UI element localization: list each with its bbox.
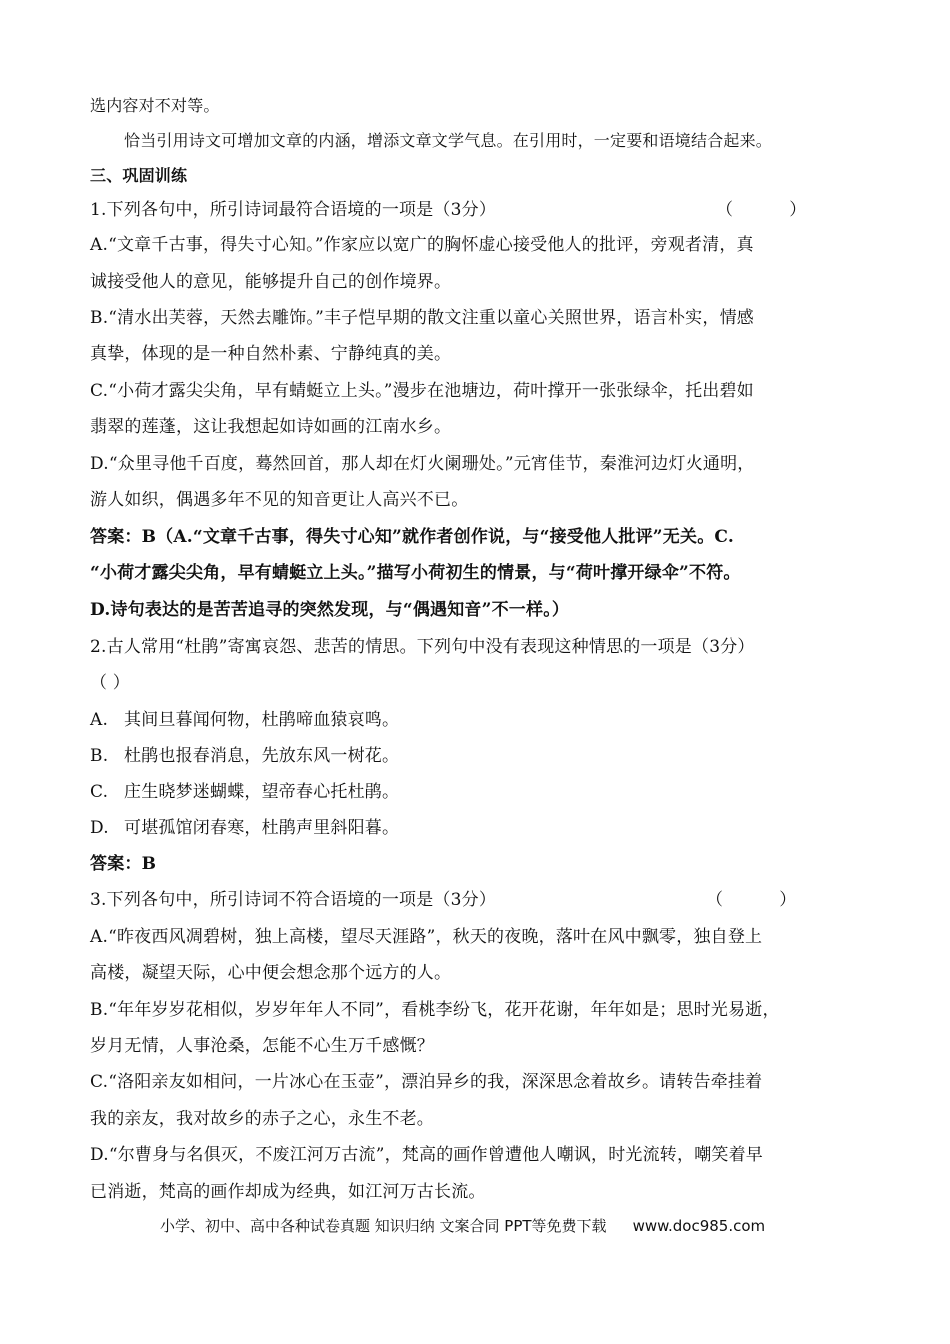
q3-stem: 3.下列各句中，所引诗词不符合语境的一项是（3分） (90, 890, 497, 910)
q3-option-a-line-2: 高楼，凝望天际，心中便会想念那个远方的人。 (90, 963, 452, 983)
q1-option-b-line-2: 真挚，体现的是一种自然朴素、宁静纯真的美。 (90, 344, 452, 364)
q2-answer-blank: （ ） (90, 673, 131, 693)
q3-option-d-line-2: 已消逝，梵高的画作却成为经典，如江河万古长流。 (90, 1182, 486, 1202)
q1-option-b-line-1: B.“清水出芙蓉，天然去雕饰。”丰子恺早期的散文注重以童心关照世界，语言朴实，情感 (90, 308, 754, 328)
q3-option-b-line-1: B.“年年岁岁花相似，岁岁年年人不同”，看桃李纷飞，花开花谢，年年如是；思时光易逝， (90, 1000, 780, 1020)
q1-option-c-line-2: 翡翠的莲蓬，这让我想起如诗如画的江南水乡。 (90, 417, 452, 437)
q1-answer-line-2: “小荷才露尖尖角，早有蜻蜓立上头。”描写小荷初生的情景，与“荷叶撑开绿伞”不符。 (90, 563, 741, 583)
page-footer (160, 1216, 860, 1236)
q2-option-d (90, 817, 870, 839)
q1-option-c-line-1: C.“小荷才露尖尖角，早有蜻蜓立上头。”漫步在池塘边，荷叶撑开一张张绿伞，托出碧如 (90, 381, 754, 401)
section-heading: 三、巩固训练 (90, 166, 188, 185)
q1-option-a-line-1: A.“文章千古事，得失寸心知。”作家应以宽广的胸怀虚心接受他人的批评，旁观者清，真 (90, 235, 754, 255)
q2-option-a-text: 其间旦暮闻何物，杜鹃啼血猿哀鸣。 (124, 710, 400, 730)
q2-option-c-text: 庄生晓梦迷蝴蝶，望帝春心托杜鹃。 (124, 782, 400, 802)
q1-answer-blank: （ ） (716, 200, 807, 220)
q2-option-a (90, 709, 870, 731)
q1-answer-line-3: D.诗句表达的是苦苦追寻的突然发现，与“偶遇知音”不一样。） (90, 600, 570, 620)
intro-line-2: 恰当引用诗文可增加文章的内涵，增添文章文学气息。在引用时，一定要和语境结合起来。 (124, 131, 773, 150)
q3-option-b-line-2: 岁月无情，人事沧桑，怎能不心生万千感慨？ (90, 1036, 434, 1056)
q3-option-d-line-1: D.“尔曹身与名俱灭，不废江河万古流”，梵高的画作曾遭他人嘲讽，时光流转，嘲笑着早 (90, 1145, 764, 1165)
q2-option-a-label: A. (90, 710, 109, 730)
q1-option-d-line-1: D.“众里寻他千百度，蓦然回首，那人却在灯火阑珊处。”元宵佳节，秦淮河边灯火通明， (90, 454, 755, 474)
q3-option-a-line-1: A.“昨夜西风凋碧树，独上高楼，望尽天涯路”，秋天的夜晚，落叶在风中飘零，独自登上 (90, 927, 763, 947)
q3-option-c-line-2: 我的亲友，我对故乡的赤子之心，永生不老。 (90, 1109, 434, 1129)
q3-answer-blank: （ ） (706, 890, 797, 910)
q1-option-a-line-2: 诚接受他人的意见，能够提升自己的创作境界。 (90, 272, 452, 292)
q2-option-d-label: D. (90, 818, 109, 838)
q1-stem: 1.下列各句中，所引诗词最符合语境的一项是（3分） (90, 200, 497, 220)
footer-site-link[interactable]: www.doc985.com (632, 1217, 766, 1235)
q2-answer: 答案：B (90, 854, 157, 874)
q2-stem: 2.古人常用“杜鹃”寄寓哀怨、悲苦的情思。下列句中没有表现这种情思的一项是（3分） (90, 637, 755, 657)
q2-option-b-text: 杜鹃也报春消息，先放东风一树花。 (124, 746, 400, 766)
q2-option-c (90, 781, 870, 803)
intro-line-1: 选内容对不对等。 (90, 96, 220, 115)
q2-option-d-text: 可堪孤馆闭春寒，杜鹃声里斜阳暮。 (124, 818, 400, 838)
q3-option-c-line-1: C.“洛阳亲友如相问，一片冰心在玉壶”，漂泊异乡的我，深深思念着故乡。请转告牵挂着 (90, 1072, 763, 1092)
q1-option-d-line-2: 游人如织，偶遇多年不见的知音更让人高兴不已。 (90, 490, 469, 510)
q1-answer-line-1: 答案：B（A.“文章千古事，得失寸心知”就作者创作说，与“接受他人批评”无关。C. (90, 527, 734, 547)
q2-option-b-label: B. (90, 746, 109, 766)
q2-option-b (90, 745, 870, 767)
footer-text: 小学、初中、高中各种试卷真题 知识归纳 文案合同 PPT等免费下载 (160, 1217, 607, 1235)
q2-option-c-label: C. (90, 782, 109, 802)
